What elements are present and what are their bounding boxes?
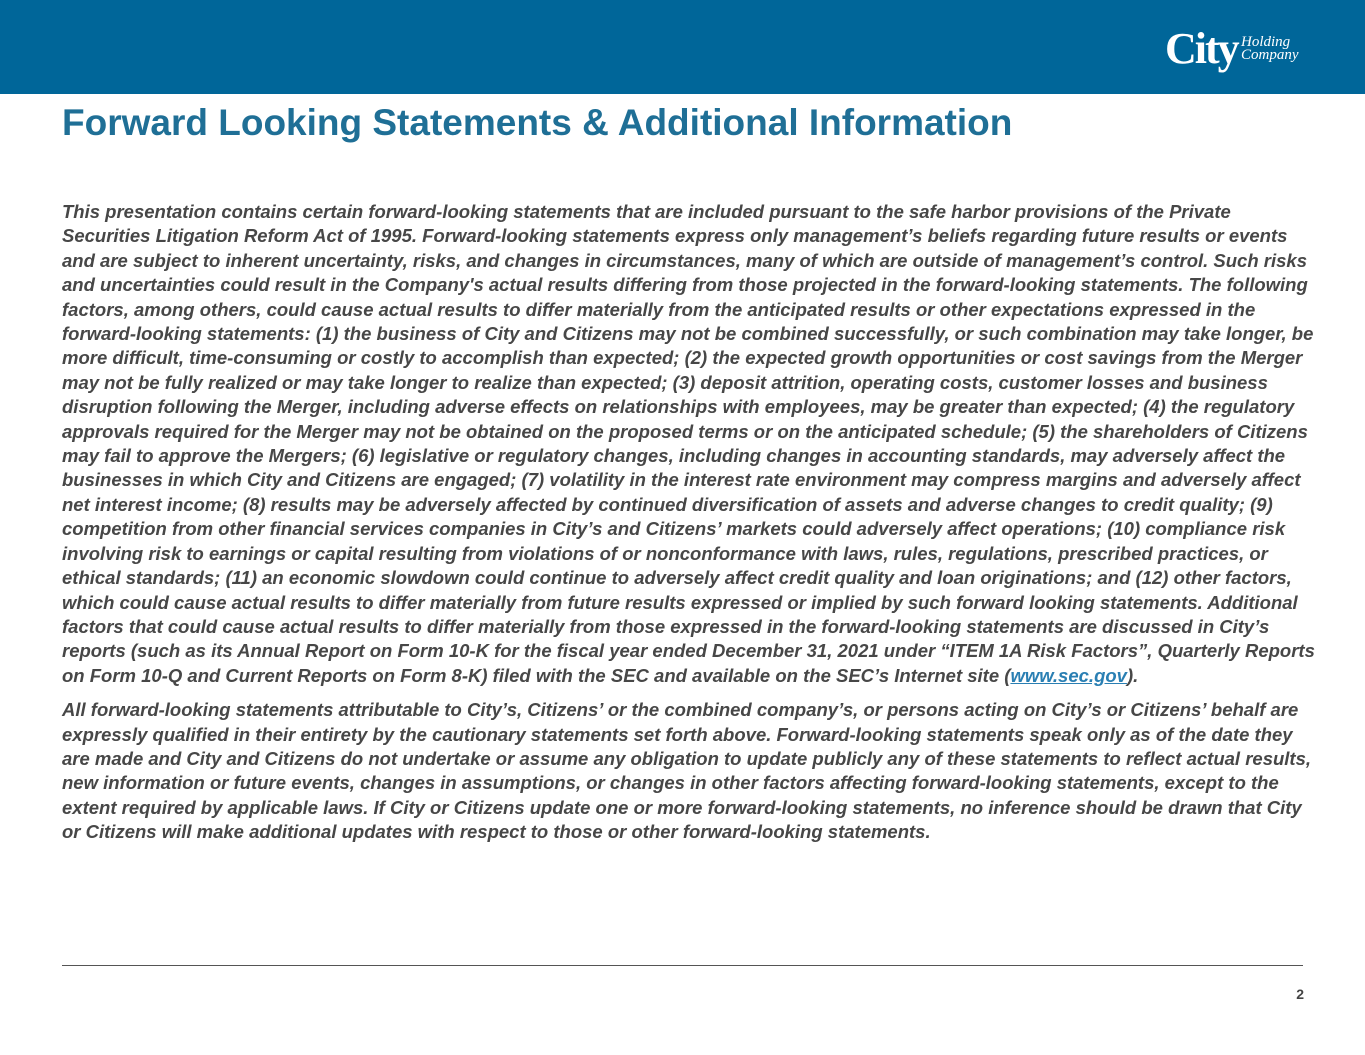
forward-looking-paragraph bbox=[62, 200, 1317, 688]
footer-divider bbox=[62, 965, 1303, 966]
disclaimer-body bbox=[62, 200, 1317, 845]
city-holding-company-logo bbox=[1165, 24, 1305, 76]
qualification-paragraph: All forward-looking statements attributable to City’s, Citizens’ or the combined company’s, or persons acting on City’s or Citizens’ behalf are expressly qualified in their entirety by the cautionary statements set forth above. Forward-looking statements speak only as of the date they are made and City and Citizens do not undertake or assume any obligation to update publicly any of these statements to reflect actual results, new information or future events, changes in assumptions, or changes in other factors affecting forward-looking statements, except to the extent required by applicable laws. If City or Citizens update one or more forward-looking statements, no inference should be drawn that City or Citizens will make additional updates with respect to those or other forward-looking statements. bbox=[62, 699, 1312, 843]
forward-looking-text: This presentation contains certain forward-looking statements that are included pursuant to the safe harbor provisions of the Private Securities Litigation Reform Act of 1995. Forward-looking statements express only management’s beliefs regarding future results or events and are subject to inherent uncertainty, risks, and changes in circumstances, many of which are outside of management’s control. Such risks and uncertainties could result in the Company's actual results differing from those projected in the forward-looking statements. The following factors, among others, could cause actual results to differ materially from the anticipated results or other expectations expressed in the forward-looking statements: (1) the business of City and Citizens may not be combined successfully, or such combination may take longer, be more difficult, time-consuming or costly to accomplish than expected; (2) the expected growth opportunities or cost savings from the Merger may not be fully realized or may take longer to realize than expected; (3) deposit attrition, operating costs, customer losses and business disruption following the Merger, including adverse effects on relationships with employees, may be greater than expected; (4) the regulatory approvals required for the Merger may not be obtained on the proposed terms or on the anticipated schedule; (5) the shareholders of Citizens may fail to approve the Mergers; (6) legislative or regulatory changes, including changes in accounting standards, may adversely affect the businesses in which City and Citizens are engaged; (7) volatility in the interest rate environment may compress margins and adversely affect net interest income; (8) results may be adversely affected by continued diversification of assets and adverse changes to credit quality; (9) competition from other financial services companies in City’s and Citizens’ markets could adversely affect operations; (10) compliance risk involving risk to earnings or capital resulting from violations of or nonconformance with laws, rules, regulations, prescribed practices, or ethical standards; (11) an economic slowdown could continue to adversely affect credit quality and loan originations; and (12) other factors, which could cause actual results to differ materially from future results expressed or implied by such forward looking statements. Additional factors that could cause actual results to differ materially from those expressed in the forward-looking statements are discussed in City’s reports (such as its Annual Report on Form 10-K for the fiscal year ended December 31, 2021 under “ITEM 1A Risk Factors”, Quarterly Reports on Form 10-Q and Current Reports on Form 8-K) filed with the SEC and available on the SEC’s Internet site ( bbox=[62, 201, 1315, 686]
page-title: Forward Looking Statements & Additional Information bbox=[62, 102, 1013, 143]
header-bar bbox=[0, 0, 1365, 94]
logo-main-text: City bbox=[1165, 24, 1238, 73]
logo-subtext-line2: Company bbox=[1241, 47, 1299, 63]
forward-looking-suffix: ). bbox=[1126, 664, 1139, 686]
logo-subtext-line1: Holding bbox=[1241, 34, 1291, 50]
sec-website-link[interactable]: www.sec.gov bbox=[1010, 664, 1127, 686]
page-number: 2 bbox=[1296, 986, 1304, 1002]
logo-subtext bbox=[1241, 36, 1299, 62]
